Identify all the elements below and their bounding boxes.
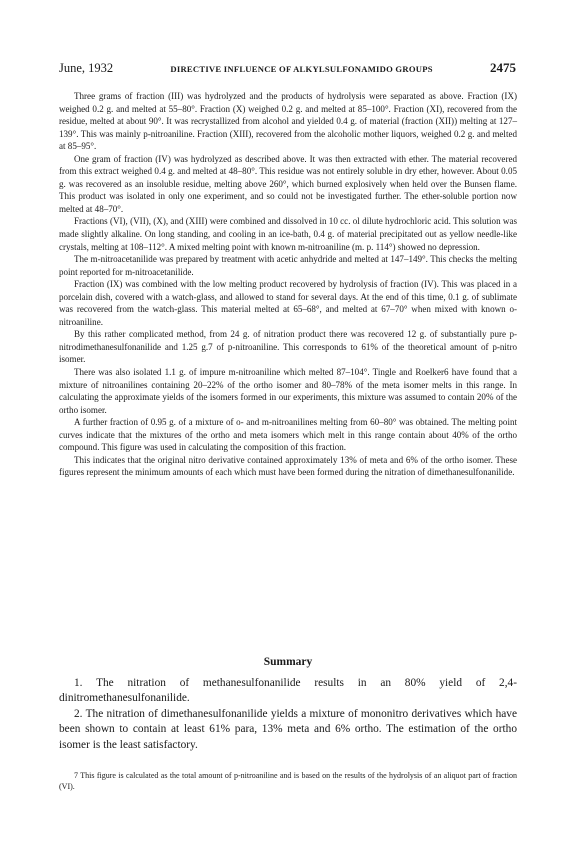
summary-item: 2. The nitration of dimethanesulfonanilide yields a mixture of mononitro derivatives which have been shown to contain at least 61% para, 13% meta and 6% ortho. The estimation of the ortho isomer is the least satisfactory.: [59, 707, 517, 751]
page-number: 2475: [489, 60, 516, 75]
paragraph: A further fraction of 0.95 g. of a mixture of o- and m-nitroanilines melting from 60–80° was obtained. The melting point curves indicate that the mixtures of the ortho and meta isomers which melt in this range contain about 40% of the ortho compound. This figure was used in calculating the composition of this fraction.: [59, 417, 517, 453]
paragraph: By this rather complicated method, from 24 g. of nitration product there was recovered 12 g. of substantially pure p-nitrodimethanesulfonanilide and 1.25 g.7 of p-nitroaniline. This corresponds to 61% of the theoretical amount of p-nitro isomer.: [59, 329, 517, 365]
summary-heading: Summary: [263, 656, 313, 668]
running-title: DIRECTIVE INFLUENCE OF ALKYLSULFONAMIDO GROUPS: [170, 64, 433, 74]
summary-list: [59, 676, 517, 753]
paragraph: Three grams of fraction (III) was hydrolyzed and the products of hydrolysis were separated as above. Fraction (IX) weighed 0.2 g. and melted at 55–80°. Fraction (X) weighed 0.2 g. and melted at 85–100°. Fraction (XI), recovered from the residue, melted at about 90°. It was recrystallized from alcohol and yielded 0.4 g. of material (fraction (XII)) melting at 127–139°. This was mainly p-nitroaniline. Fraction (XIII), recovered from the alcoholic mother liquors, weighed 0.2 g. and melted at 85–95°.: [59, 91, 517, 152]
summary-item: 1. The nitration of methanesulfonanilide results in an 80% yield of 2,4-dinitromethanesulfonanilide.: [59, 677, 517, 705]
issue-date: June, 1932: [59, 61, 114, 75]
paragraph: This indicates that the original nitro derivative contained approximately 13% of meta and 6% of the ortho isomer. These figures represent the minimum amounts of each which must have been formed during the nitration of dimethanesulfonanilide.: [59, 454, 517, 478]
footnote: [59, 771, 517, 792]
running-header: [59, 60, 516, 78]
paragraph: Fraction (IX) was combined with the low melting product recovered by hydrolysis of fraction (IV). This was placed in a porcelain dish, covered with a watch-glass, and allowed to stand for several days. At the end of this time, 0.1 g. of sublimate was recovered from the watch-glass. This material melted at 65–68°, and melted at 67–70° when mixed with known o-nitroaniline.: [59, 279, 517, 327]
paragraph: Fractions (VI), (VII), (X), and (XIII) were combined and dissolved in 10 cc. ol dilute hydrochloric acid. This solution was made slightly alkaline. On long standing, and cooling in an ice-bath, 0.4 g. of material precipitated out as yellow needle-like crystals, melting at 108–112°. A mixed melting point with known m-nitroaniline (m. p. 114°) showed no depression.: [59, 216, 517, 252]
paragraph: The m-nitroacetanilide was prepared by treatment with acetic anhydride and melted at 147–149°. This checks the melting point reported for m-nitroacetanilide.: [59, 254, 517, 277]
paragraph: There was also isolated 1.1 g. of impure m-nitroaniline which melted 87–104°. Tingle and Roelker6 have found that a mixture of nitroanilines containing 20–22% of the ortho isomer and 80–78% of the meta isomer melts in this range. In calculating the approximate yields of the isomers formed in our experiments, this mixture was assumed to contain 20% of the ortho isomer.: [59, 367, 517, 415]
paragraph: One gram of fraction (IV) was hydrolyzed as described above. It was then extracted with ether. The material recovered from this extract weighed 0.4 g. and melted at 48–80°. This residue was not entirely soluble in dry ether, however. About 0.05 g. was recovered as an insoluble residue, melting above 260°, which burned explosively when held over the Bunsen flame. This product was isolated in only one experiment, and so could not be investigated further. The ether-soluble portion now melted at 48–70°.: [59, 153, 517, 214]
footnote-text: 7 This figure is calculated as the total amount of p-nitroaniline and is based on the results of the hydrolysis of an aliquot part of fraction (VI).: [59, 771, 517, 791]
body-text: [59, 90, 517, 479]
